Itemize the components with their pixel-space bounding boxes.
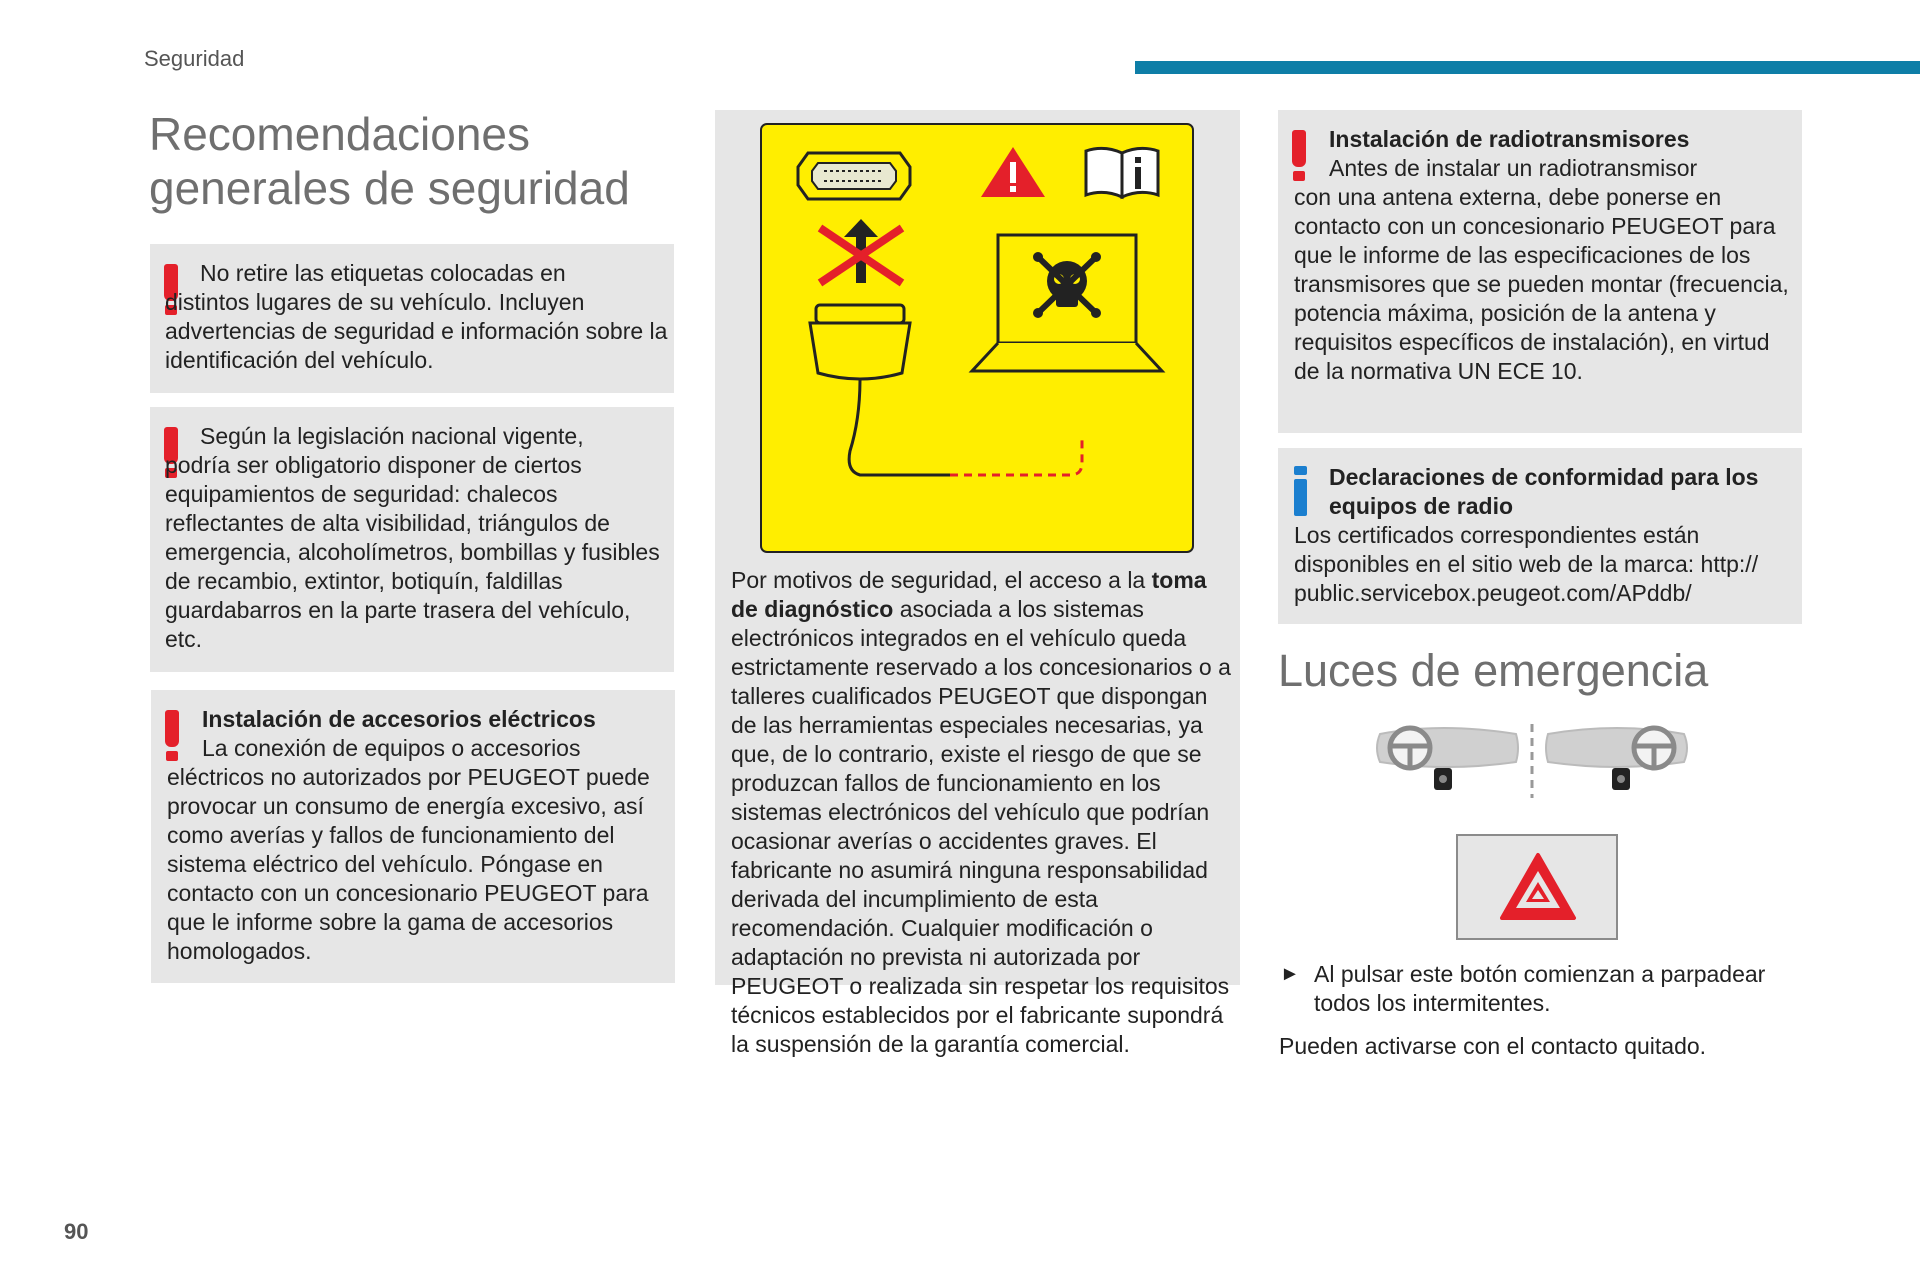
warning-box-labels [150,244,674,393]
bullet-item [1280,960,1820,1018]
page-number: 90 [64,1219,89,1244]
diagnostic-warning-illustration [760,123,1194,553]
emergency-note: Pueden activarse con el contacto quitado. [1279,1033,1707,1059]
box-heading: Instalación de radiotransmisores [1329,126,1690,152]
warning-text-first: Según la legislación nacional vigente, [200,423,584,449]
section-title-emergency: Luces de emergencia [1278,645,1709,696]
page-title: Recomendaciones generales de seguridad [149,108,630,215]
box-heading: Instalación de accesorios eléctricos [202,706,596,732]
warning-box-legislation [150,407,674,672]
left-hand-drive-dashboard [1377,728,1518,790]
warning-text-rest: distintos lugares de su vehículo. Incluyen advertencias de seguridad e información sobre la identificación del vehículo. [165,289,668,373]
diagnostic-bold: toma de diagnóstico [731,567,1207,622]
warning-text-rest: podría ser obligatorio disponer de ciertos equipamientos de seguridad: chalecos reflectantes de alta visibilidad, triángulos de emergencia, alcoholímetros, bombillas y fusibles de recambio, extintor, botiquín, faldillas guardabarros en la parte trasera del vehículo, etc. [165,452,660,652]
diagnostic-box [715,110,1240,1057]
info-text: Los certificados correspondientes están disponibles en el sitio web de la marca: http:// public.servicebox.peugeot.com/APddb/ [1294,522,1759,606]
steering-wheel-icon [1390,728,1430,768]
warning-text-first: La conexión de equipos o accesorios [202,735,581,761]
warning-text-rest: con una antena externa, debe ponerse en contacto con un concesionario PEUGEOT para que le informe de las especificaciones de los transmisores que se pueden montar (frecuencia, potencia máxima, posición de la antena y requisitos específicos de instalación), en virtud de la normativa UN ECE 10. [1294,184,1789,384]
steering-wheel-icon [1634,728,1674,768]
section-label: Seguridad [144,46,245,71]
manual-icon [1086,148,1158,197]
warning-box-accessories [151,690,675,983]
warning-text-first: No retire las etiquetas colocadas en [200,260,566,286]
warning-box-radio [1278,110,1802,433]
hazard-button [1456,834,1618,940]
hazard-icon [1499,852,1577,922]
hazard-location-diagram [1372,716,1692,806]
arrow-bullet-icon: ► [1280,963,1300,985]
warning-text-rest: eléctricos no autorizados por PEUGEOT puede provocar un consumo de energía excesivo, así como averías y fallos de funcionamiento del sistema eléctrico del vehículo. Póngase en contacto con un concesionario PEUGEOT para que le informe sobre la gama de accesorios homologados. [167,764,650,964]
obd-connector-icon [798,153,910,199]
diagnostic-text: Por motivos de seguridad, el acceso a la toma de diagnóstico asociada a los sistemas electrónicos integrados en el vehículo queda estrictamente reservado a los concesionarios o a talleres cualificados PEUGEOT que dispongan de las herramientas especiales necesarias, ya que, de lo contrario, existe el riesgo de que se produzcan fallos de funcionamiento en los sistemas electrónicos del vehículo que podrían ocasionar averías o accidentes graves. El fabricante no asumirá ninguna responsabilidad derivada del incumplimiento de esta recomendación. Cualquier modificación o adaptación no prevista ni autorizada por PEUGEOT o realizada sin respetar los requisitos técnicos establecidos por el fabricante supondrá la suspensión de la garantía comercial. [731,567,1231,1057]
right-hand-drive-dashboard [1546,728,1687,790]
box-heading: Declaraciones de conformidad para los [1329,464,1759,490]
section-color-bar [1135,61,1920,74]
laptop-icon [972,235,1162,371]
info-box-conformity [1278,448,1802,624]
box-heading-rest: equipos de radio [1329,493,1514,519]
bullet-text: Al pulsar este botón comienzan a parpadear todos los intermitentes. [1314,961,1766,1016]
warning-text-first: Antes de instalar un radiotransmisor [1329,155,1698,181]
